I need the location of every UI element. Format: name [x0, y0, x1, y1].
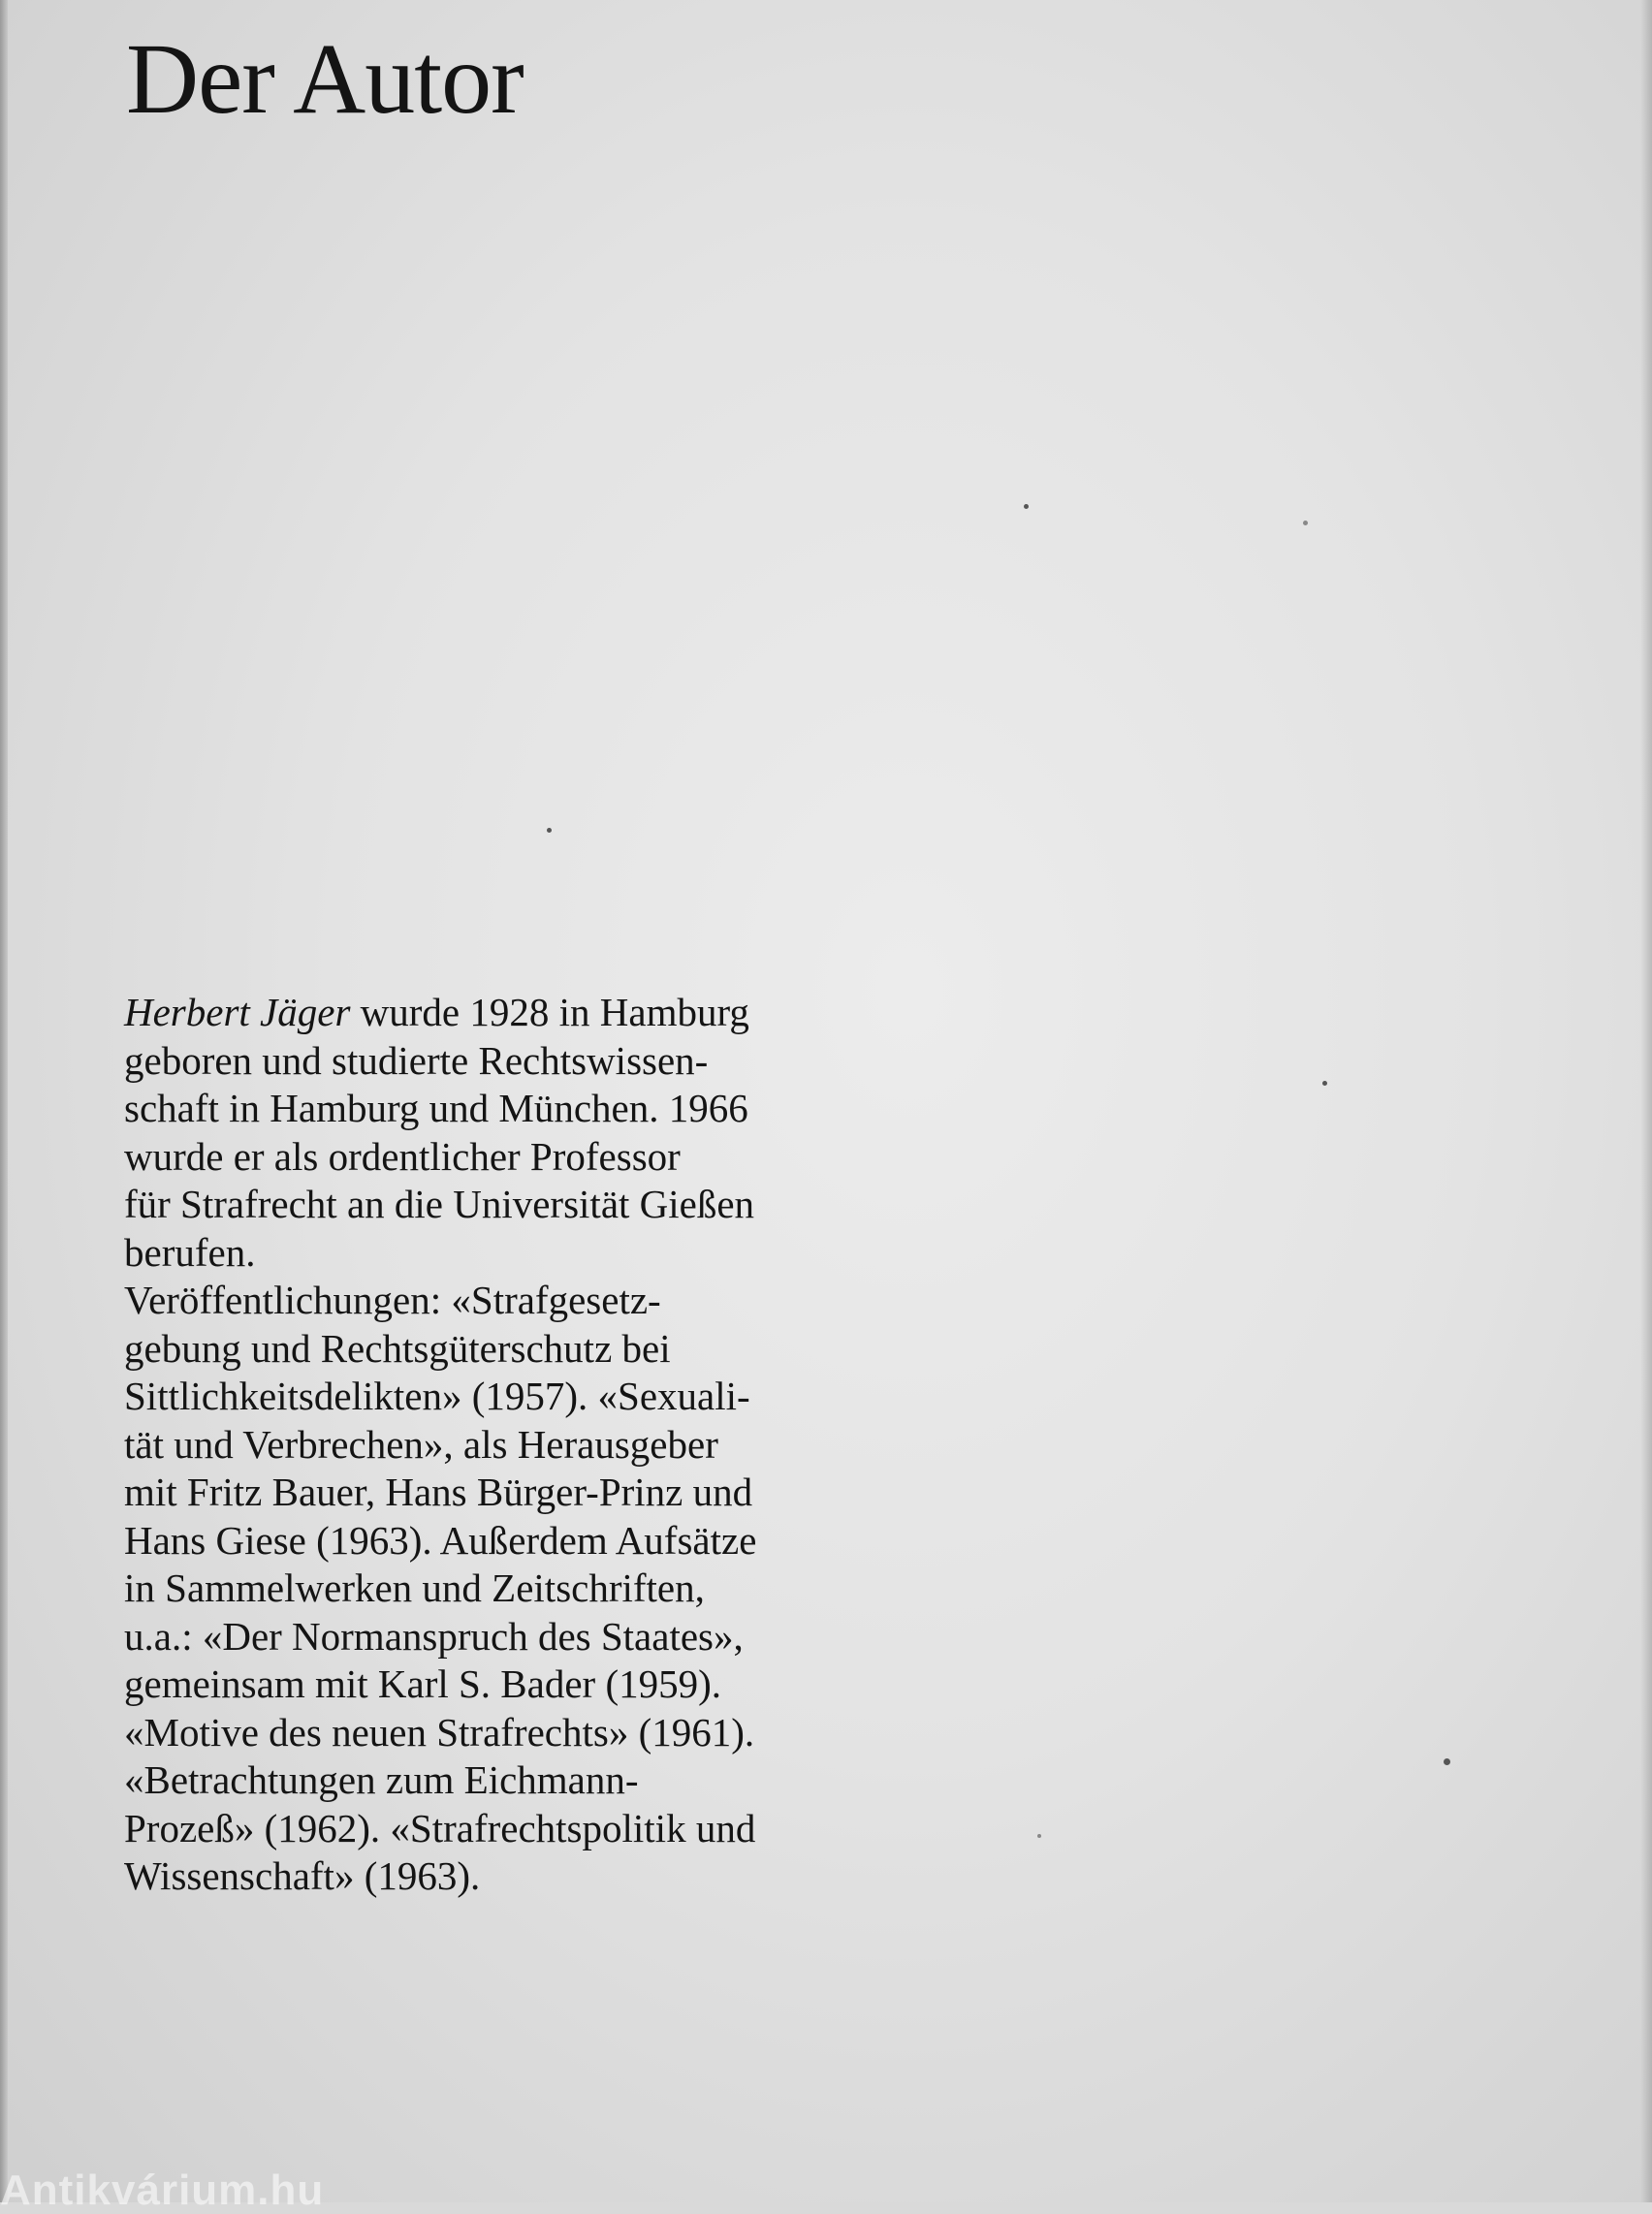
publications-line: Sittlichkeitsdelikten» (1957). «Sexuali-	[124, 1374, 750, 1418]
page-left-edge	[0, 0, 8, 2202]
publications-line: tät und Verbrechen», als Herausgeber	[124, 1421, 718, 1467]
paper-speck	[1303, 521, 1308, 525]
watermark: Antikvárium.hu	[0, 2167, 325, 2214]
paper-speck	[547, 828, 552, 833]
author-bio	[124, 989, 861, 1901]
publications-line: in Sammelwerken und Zeitschriften,	[124, 1566, 705, 1610]
publications-line: «Motive des neuen Strafrechts» (1961).	[124, 1709, 755, 1755]
bio-line: wurde er als ordentlicher Professor	[124, 1133, 681, 1179]
publications-line: Wissenschaft» (1963).	[124, 1853, 481, 1898]
publications-line: «Betrachtungen zum Eichmann-	[124, 1757, 639, 1802]
publications-line: gebung und Rechtsgüterschutz bei	[124, 1325, 671, 1371]
paper-speck	[1037, 1834, 1041, 1838]
publications-line: Veröffentlichungen: «Strafgesetz-	[124, 1278, 661, 1322]
publications-line: Prozeß» (1962). «Strafrechtspolitik und	[124, 1805, 756, 1850]
publications-line: gemeinsam mit Karl S. Bader (1959).	[124, 1661, 722, 1706]
bio-line: geboren und studierte Rechtswissen-	[124, 1037, 709, 1083]
bio-line: für Strafrecht an die Universität Gießen	[124, 1182, 755, 1226]
page-right-edge	[1640, 0, 1652, 2202]
bio-line-1	[124, 989, 861, 1037]
publications-line: u.a.: «Der Normanspruch des Staates»,	[124, 1613, 744, 1659]
page-title: Der Autor	[126, 23, 524, 135]
publications-line: Hans Giese (1963). Außerdem Aufsätze	[124, 1517, 757, 1563]
bio-line-1-rest: wurde 1928 in Hamburg	[350, 990, 749, 1034]
paper-speck	[1024, 504, 1029, 509]
bio-line: schaft in Hamburg und München. 1966	[124, 1086, 748, 1130]
publications-line: mit Fritz Bauer, Hans Bürger-Prinz und	[124, 1470, 753, 1514]
paper-speck	[1444, 1758, 1450, 1765]
author-name: Herbert Jäger	[124, 990, 351, 1034]
paper-speck	[1322, 1081, 1327, 1086]
bio-line: berufen.	[124, 1229, 256, 1275]
